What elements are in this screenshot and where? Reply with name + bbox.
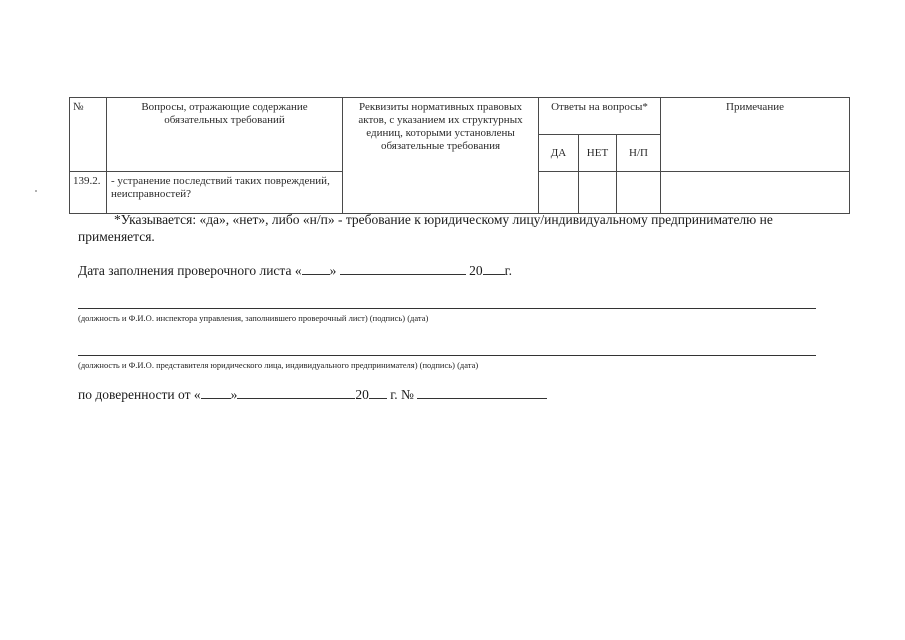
proxy-prefix: по доверенности от « — [78, 387, 201, 402]
date-line — [78, 262, 512, 279]
row-note[interactable] — [661, 172, 850, 214]
row-answer-da[interactable] — [539, 172, 579, 214]
row-answer-np[interactable] — [617, 172, 661, 214]
header-requisites: Реквизиты нормативных правовых актов, с указанием их структурных единиц, которыми установлены обязательные требования — [343, 98, 539, 214]
date-suffix: г. — [504, 263, 512, 278]
proxy-day-field[interactable] — [201, 386, 231, 399]
date-day-field[interactable] — [302, 262, 330, 275]
proxy-year-prefix: 20 — [355, 387, 369, 402]
row-answer-net[interactable] — [579, 172, 617, 214]
date-mid: » — [329, 263, 337, 278]
header-note: Примечание — [661, 98, 850, 172]
table-header-row — [70, 98, 850, 135]
date-year-prefix: 20 — [469, 263, 483, 278]
header-answer-net: НЕТ — [579, 135, 617, 172]
representative-signature-caption: (должность и Ф.И.О. представителя юридического лица, индивидуального предпринимателя) (подпись) (дата) — [78, 360, 479, 370]
proxy-year-field[interactable] — [369, 386, 387, 399]
date-prefix: Дата заполнения проверочного листа « — [78, 263, 302, 278]
header-answers: Ответы на вопросы* — [539, 98, 661, 135]
proxy-month-field[interactable] — [237, 386, 355, 399]
date-year-field[interactable] — [483, 262, 505, 275]
footnote: *Указывается: «да», «нет», либо «н/п» - требование к юридическому лицу/индивидуальному предпринимателю не применяется. — [78, 212, 773, 244]
row-num: 139.2. — [70, 172, 107, 214]
inspector-signature-caption: (должность и Ф.И.О. инспектора управления, заполнившего проверочный лист) (подпись) (дата) — [78, 313, 429, 323]
inspector-signature-line[interactable] — [78, 308, 816, 309]
scan-speck — [35, 190, 37, 192]
header-num: № — [70, 98, 107, 172]
proxy-number-field[interactable] — [417, 386, 547, 399]
date-month-field[interactable] — [340, 262, 466, 275]
proxy-line — [78, 386, 547, 403]
representative-signature-line[interactable] — [78, 355, 816, 356]
proxy-mid: » — [230, 387, 238, 402]
header-answer-da: ДА — [539, 135, 579, 172]
header-questions: Вопросы, отражающие содержание обязательных требований — [107, 98, 343, 172]
row-question: - устранение последствий таких повреждений, неисправностей? — [107, 172, 343, 214]
checklist-table — [69, 97, 850, 214]
header-answer-np: Н/П — [617, 135, 661, 172]
proxy-suffix: г. № — [390, 387, 414, 402]
